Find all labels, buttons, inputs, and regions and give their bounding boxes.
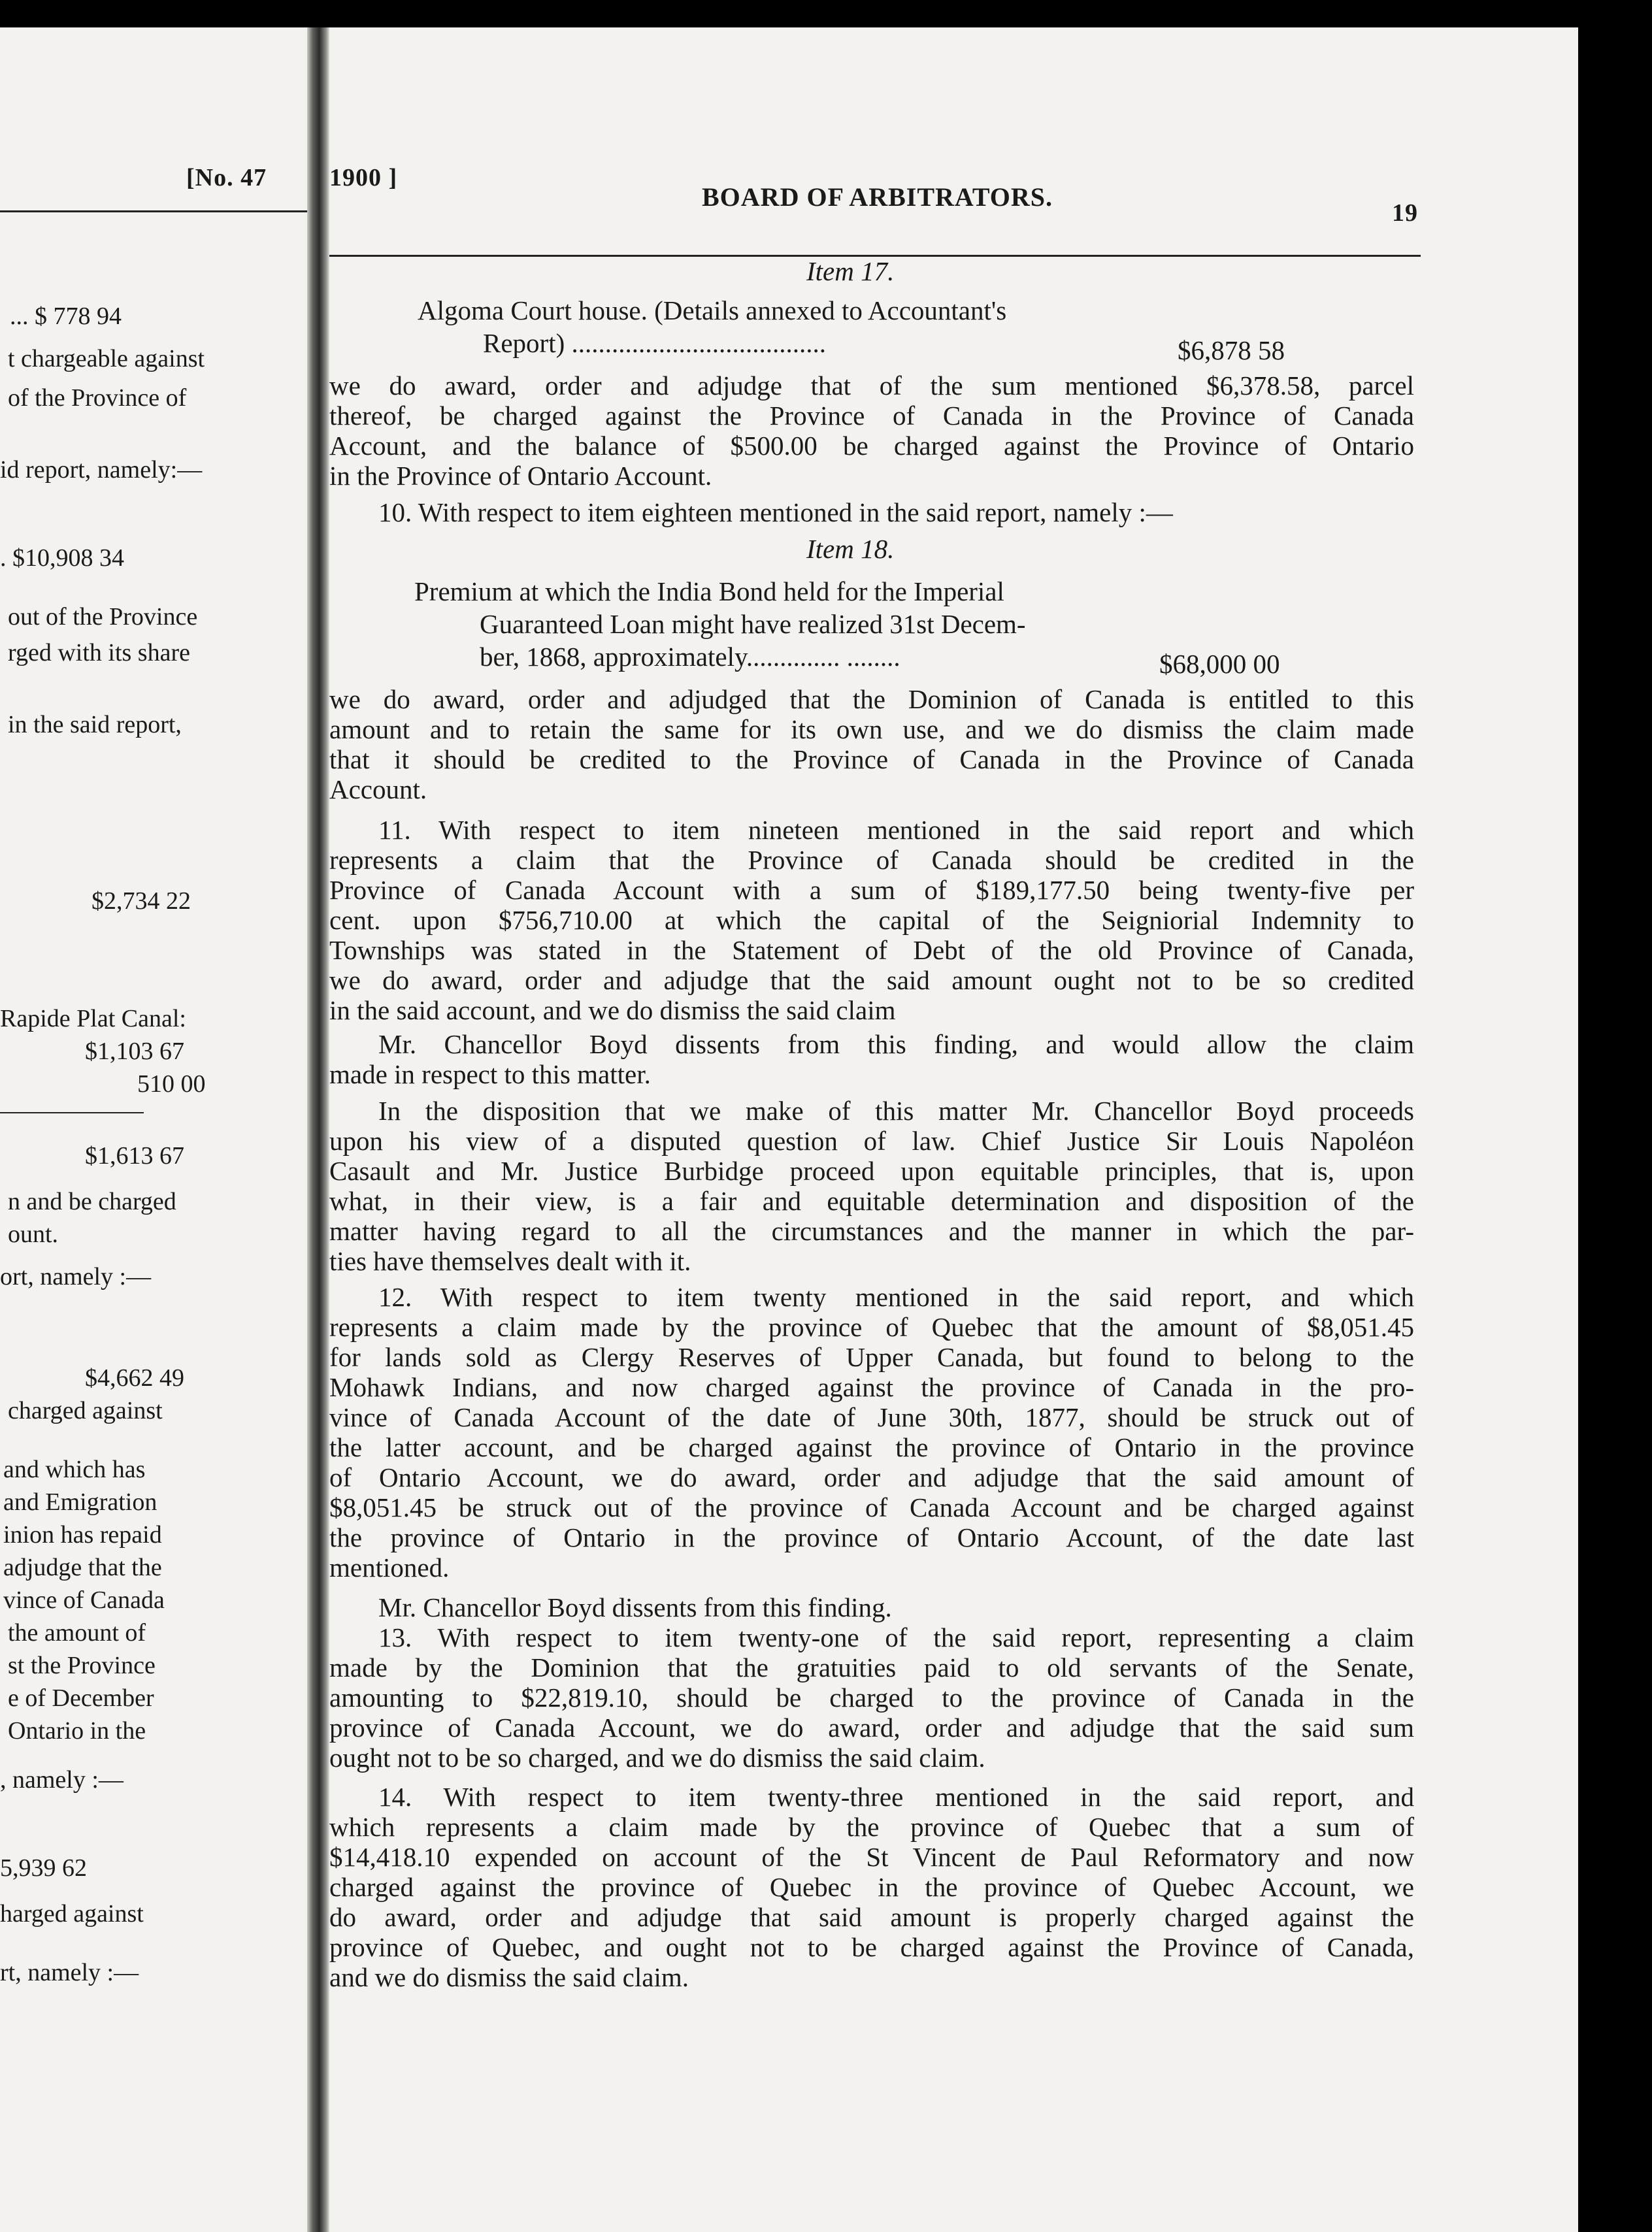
paragraph-12-line: vince of Canada Account of the date of June 30th, 1877, should be struck out of: [329, 1402, 1414, 1432]
left-line: $4,662 49: [85, 1364, 184, 1392]
left-line: ... $ 778 94: [10, 303, 122, 330]
paragraph-14-line: $14,418.10 expended on account of the St Vincent de Paul Reformatory and now: [329, 1842, 1414, 1872]
paragraph-13-line: made by the Dominion that the gratuities paid to old servants of the Senate,: [329, 1652, 1414, 1682]
paragraph-line: that it should be credited to the Province of Canada in the Province of Canada: [329, 744, 1414, 774]
paragraph-10: 10. With respect to item eighteen mentioned in the said report, namely :—: [378, 497, 1173, 527]
item-17-description: Report) ......................................: [483, 328, 826, 358]
paragraph-13-line: amounting to $22,819.10, should be charged to the province of Canada in the: [329, 1682, 1414, 1713]
paragraph-14-line: charged against the province of Quebec in the province of Quebec Account, we: [329, 1872, 1414, 1902]
dissent-2: Mr. Chancellor Boyd dissents from this finding.: [378, 1592, 892, 1622]
disposition-line: Casault and Mr. Justice Burbidge proceed upon equitable principles, that is, upon: [329, 1156, 1414, 1186]
right-page: [329, 27, 1578, 2232]
disposition-line: matter having regard to all the circumstances and the manner in which the par-: [329, 1216, 1414, 1246]
left-line: $2,734 22: [91, 887, 191, 915]
paragraph-12-line: the latter account, and be charged against the province of Ontario in the province: [329, 1432, 1414, 1462]
item-17-amount: $6,878 58: [1178, 335, 1285, 365]
paragraph-11-line: 11. With respect to item nineteen mentioned in the said report and which: [378, 815, 1414, 845]
paragraph-13-line: province of Canada Account, we do award, order and adjudge that the said sum: [329, 1713, 1414, 1743]
left-line: rged with its share: [8, 639, 190, 666]
left-line: Rapide Plat Canal:: [0, 1005, 186, 1032]
paragraph-12-line: Mohawk Indians, and now charged against the province of Canada in the pro-: [329, 1372, 1414, 1402]
book-gutter: [307, 27, 329, 2232]
left-line: Ontario in the: [8, 1717, 146, 1745]
item-18-description: Premium at which the India Bond held for the Imperial: [414, 576, 1004, 606]
left-line: the amount of: [8, 1619, 146, 1647]
disposition-line: upon his view of a disputed question of law. Chief Justice Sir Louis Napoléon: [329, 1126, 1414, 1156]
item-18-amount: $68,000 00: [1159, 649, 1280, 679]
item-17-description: Algoma Court house. (Details annexed to Accountant's: [418, 295, 1007, 325]
item-17-heading: Item 17.: [806, 256, 895, 286]
dissent-line: Mr. Chancellor Boyd dissents from this finding, and would allow the claim: [378, 1029, 1414, 1059]
left-line: charged against: [8, 1397, 163, 1424]
left-line: t chargeable against: [8, 345, 205, 372]
item-18-description: ber, 1868, approximately.............. ........: [480, 642, 900, 672]
left-line: rt, namely :—: [0, 1959, 139, 1986]
left-line: e of December: [8, 1684, 154, 1712]
paragraph-14-line: which represents a claim made by the province of Quebec that a sum of: [329, 1812, 1414, 1842]
left-line: inion has repaid: [3, 1521, 162, 1549]
left-line: harged against: [0, 1900, 144, 1928]
left-line: and Emigration: [3, 1488, 157, 1516]
left-line: st the Province: [8, 1652, 156, 1679]
paragraph-line: we do award, order and adjudged that the Dominion of Canada is entitled to this: [329, 684, 1414, 714]
paragraph-12-line: mentioned.: [329, 1552, 450, 1583]
paragraph-12-line: represents a claim made by the province of Quebec that the amount of $8,051.45: [329, 1312, 1414, 1342]
paragraph-14-line: do award, order and adjudge that said amount is properly charged against the: [329, 1902, 1414, 1932]
paragraph-13-line: ought not to be so charged, and we do dismiss the said claim.: [329, 1743, 985, 1773]
left-line: and which has: [3, 1456, 146, 1483]
paragraph-14-line: 14. With respect to item twenty-three mentioned in the said report, and: [378, 1782, 1414, 1812]
left-line: in the said report,: [8, 711, 182, 738]
left-line: . $10,908 34: [0, 544, 124, 572]
left-line: , namely :—: [0, 1766, 124, 1794]
paragraph-11-line: we do award, order and adjudge that the said amount ought not to be so credited: [329, 965, 1414, 995]
paragraph-13-line: 13. With respect to item twenty-one of the said report, representing a claim: [378, 1622, 1414, 1652]
paragraph-12-line: for lands sold as Clergy Reserves of Upper Canada, but found to belong to the: [329, 1342, 1414, 1372]
paragraph-14-line: province of Quebec, and ought not to be charged against the Province of Canada,: [329, 1932, 1414, 1962]
paragraph-14-line: and we do dismiss the said claim.: [329, 1962, 689, 1992]
paragraph-12-line: 12. With respect to item twenty mentioned in the said report, and which: [378, 1282, 1414, 1312]
paragraph-11-line: represents a claim that the Province of Canada should be credited in the: [329, 845, 1414, 875]
paragraph-line: we do award, order and adjudge that of the sum mentioned $6,378.58, parcel: [329, 370, 1414, 401]
left-line: vince of Canada: [3, 1586, 165, 1614]
scanned-page: [0, 27, 1578, 2232]
page-title: BOARD OF ARBITRATORS.: [702, 182, 1053, 212]
left-line: id report, namely:—: [0, 456, 203, 484]
paragraph-line: Account.: [329, 774, 427, 804]
left-line: of the Province of: [8, 384, 187, 412]
left-page-header: [No. 47: [186, 164, 267, 191]
item-18-heading: Item 18.: [806, 534, 895, 564]
paragraph-line: amount and to retain the same for its own use, and we do dismiss the claim made: [329, 714, 1414, 744]
disposition-line: ties have themselves dealt with it.: [329, 1246, 691, 1276]
left-line: out of the Province: [8, 603, 198, 631]
disposition-line: In the disposition that we make of this matter Mr. Chancellor Boyd proceeds: [378, 1096, 1414, 1126]
left-line: n and be charged: [8, 1188, 176, 1215]
paragraph-11-line: in the said account, and we do dismiss the said claim: [329, 995, 896, 1025]
paragraph-11-line: cent. upon $756,710.00 at which the capital of the Seigniorial Indemnity to: [329, 905, 1414, 935]
paragraph-line: thereof, be charged against the Province of Canada in the Province of Canada: [329, 401, 1414, 431]
left-sum-rule: [0, 1112, 144, 1113]
left-line: 5,939 62: [0, 1854, 87, 1882]
disposition-line: what, in their view, is a fair and equitable determination and disposition of the: [329, 1186, 1414, 1216]
dissent-line: made in respect to this matter.: [329, 1059, 651, 1089]
left-header-rule: [0, 210, 307, 212]
paragraph-line: in the Province of Ontario Account.: [329, 461, 712, 491]
paragraph-12-line: the province of Ontario in the province of Ontario Account, of the date last: [329, 1522, 1414, 1552]
page-year: 1900 ]: [329, 164, 398, 191]
left-line: 510 00: [137, 1070, 206, 1098]
left-line: $1,613 67: [85, 1142, 184, 1170]
left-line: ount.: [8, 1221, 59, 1248]
left-line: $1,103 67: [85, 1038, 184, 1065]
paragraph-12-line: of Ontario Account, we do award, order and adjudge that the said amount of: [329, 1462, 1414, 1492]
left-line: adjudge that the: [3, 1554, 162, 1581]
item-18-description: Guaranteed Loan might have realized 31st Decem-: [480, 609, 1026, 639]
paragraph-11-line: Townships was stated in the Statement of Debt of the old Province of Canada,: [329, 935, 1414, 965]
left-line: ort, namely :—: [0, 1263, 152, 1290]
paragraph-line: Account, and the balance of $500.00 be charged against the Province of Ontario: [329, 431, 1414, 461]
paragraph-12-line: $8,051.45 be struck out of the province of Canada Account and be charged against: [329, 1492, 1414, 1522]
left-page-fragment: [0, 27, 310, 2232]
page-number: 19: [1392, 199, 1418, 227]
paragraph-11-line: Province of Canada Account with a sum of $189,177.50 being twenty-five per: [329, 875, 1414, 905]
